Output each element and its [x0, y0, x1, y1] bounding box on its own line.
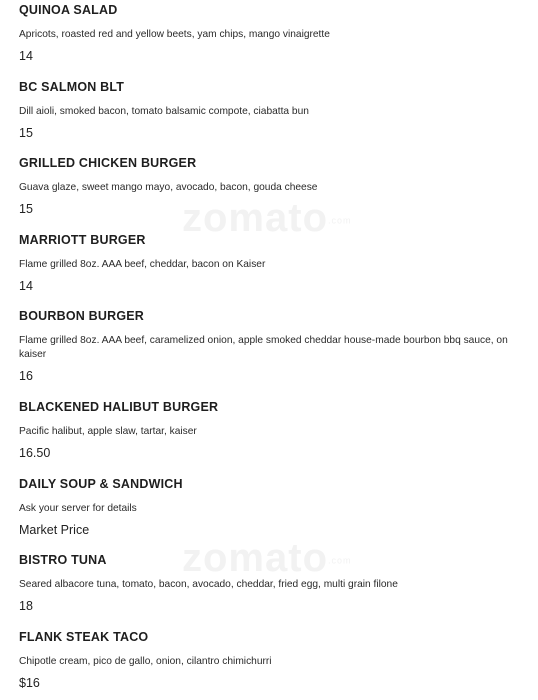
menu-item: [19, 474, 183, 538]
watermark-text: zomato: [182, 536, 328, 580]
item-description: Chipotle cream, pico de gallo, onion, cilantro chimichurri: [19, 656, 272, 667]
watermark-text: zomato: [182, 196, 328, 240]
item-description: Dill aioli, smoked bacon, tomato balsamic compote, ciabatta bun: [19, 106, 309, 117]
item-description: Pacific halibut, apple slaw, tartar, kaiser: [19, 426, 197, 437]
item-price: 14: [19, 49, 33, 63]
menu-item: [19, 306, 524, 384]
watermark-suffix: .com: [328, 215, 352, 226]
item-name: BOURBON BURGER: [19, 309, 145, 323]
item-name: BISTRO TUNA: [19, 553, 107, 567]
item-name: QUINOA SALAD: [19, 3, 118, 17]
menu-item: [19, 550, 398, 614]
menu-item: [19, 77, 309, 141]
item-name: FLANK STEAK TACO: [19, 630, 149, 644]
item-price: Market Price: [19, 523, 90, 537]
item-name: BLACKENED HALIBUT BURGER: [19, 400, 219, 414]
item-price: 15: [19, 202, 33, 216]
item-description: Flame grilled 8oz. AAA beef, cheddar, bacon on Kaiser: [19, 259, 266, 270]
item-name: GRILLED CHICKEN BURGER: [19, 156, 197, 170]
item-description: Apricots, roasted red and yellow beets, yam chips, mango vinaigrette: [19, 29, 330, 40]
item-description: Seared albacore tuna, tomato, bacon, avocado, cheddar, fried egg, multi grain filone: [19, 579, 398, 590]
item-description: Flame grilled 8oz. AAA beef, caramelized onion, apple smoked cheddar house-made bourbon bbq sauce, on kaiser: [19, 335, 508, 360]
item-price: 14: [19, 279, 33, 293]
item-description: Ask your server for details: [19, 503, 137, 514]
menu-item: [19, 0, 330, 64]
item-name: MARRIOTT BURGER: [19, 233, 146, 247]
item-description: Guava glaze, sweet mango mayo, avocado, bacon, gouda cheese: [19, 182, 318, 193]
item-price: $16: [19, 676, 40, 690]
menu-item: [19, 153, 317, 217]
item-price: 15: [19, 126, 33, 140]
menu-item: [19, 627, 272, 691]
menu-item: [19, 397, 218, 461]
item-name: BC SALMON BLT: [19, 80, 125, 94]
menu-item: [19, 230, 265, 294]
item-price: 18: [19, 599, 33, 613]
watermark-suffix: .com: [328, 555, 352, 566]
item-price: 16.50: [19, 446, 51, 460]
item-price: 16: [19, 369, 33, 383]
item-name: DAILY SOUP & SANDWICH: [19, 477, 183, 491]
